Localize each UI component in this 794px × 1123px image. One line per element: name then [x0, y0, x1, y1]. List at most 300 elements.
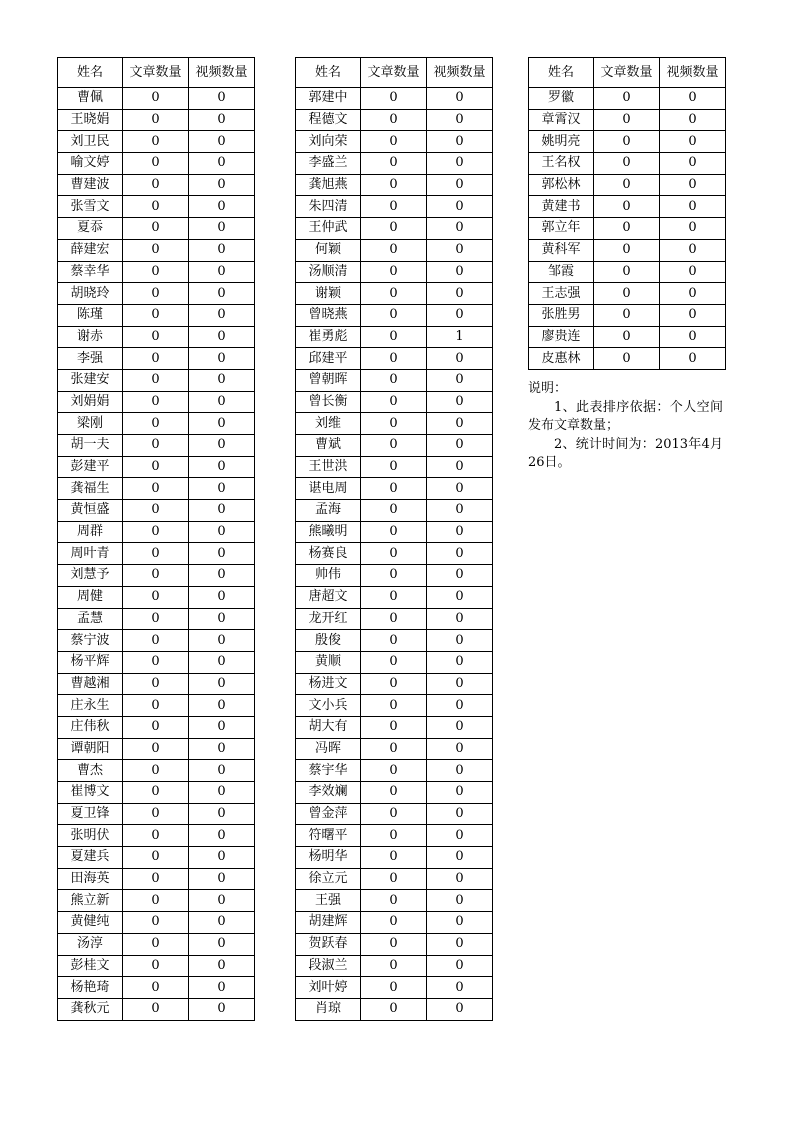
cell-name: 张建安: [58, 369, 123, 391]
cell-name: 谢颖: [296, 283, 361, 305]
table-row: [58, 565, 255, 587]
table-row: [296, 131, 493, 153]
cell-video-count: 0: [427, 738, 493, 760]
cell-video-count: 0: [189, 738, 255, 760]
table-row: [296, 196, 493, 218]
cell-name: 夏卫锋: [58, 803, 123, 825]
table-row: [296, 868, 493, 890]
header-row: [296, 58, 493, 88]
cell-name: 龚旭燕: [296, 174, 361, 196]
cell-name: 郭立年: [529, 218, 594, 240]
cell-name: 章霄汉: [529, 109, 594, 131]
cell-video-count: 0: [427, 174, 493, 196]
cell-name: 夏建兵: [58, 847, 123, 869]
cell-video-count: 0: [427, 500, 493, 522]
cell-video-count: 0: [427, 760, 493, 782]
table-row: [58, 348, 255, 370]
table-row: [296, 825, 493, 847]
cell-video-count: 0: [189, 500, 255, 522]
table-row: [296, 955, 493, 977]
table-row: [529, 88, 726, 110]
cell-article-count: 0: [123, 500, 189, 522]
stats-table-3: [528, 57, 726, 370]
cell-article-count: 0: [123, 825, 189, 847]
cell-article-count: 0: [361, 586, 427, 608]
cell-name: 郭松林: [529, 174, 594, 196]
cell-video-count: 0: [189, 716, 255, 738]
cell-video-count: 0: [189, 153, 255, 175]
cell-name: 田海英: [58, 868, 123, 890]
cell-name: 胡晓玲: [58, 283, 123, 305]
cell-video-count: 0: [427, 565, 493, 587]
cell-video-count: 0: [189, 369, 255, 391]
table-row: [58, 304, 255, 326]
table-row: [529, 218, 726, 240]
table-row: [58, 543, 255, 565]
cell-name: 邱建平: [296, 348, 361, 370]
cell-video-count: 0: [427, 543, 493, 565]
cell-video-count: 0: [427, 283, 493, 305]
cell-article-count: 0: [361, 174, 427, 196]
table-row: [58, 933, 255, 955]
table-row: [58, 912, 255, 934]
table-row: [296, 673, 493, 695]
cell-article-count: 0: [361, 304, 427, 326]
cell-name: 黄科军: [529, 239, 594, 261]
cell-article-count: 0: [361, 738, 427, 760]
table-row: [296, 695, 493, 717]
cell-video-count: 0: [660, 304, 726, 326]
cell-name: 罗徽: [529, 88, 594, 110]
cell-name: 谭朝阳: [58, 738, 123, 760]
table-row: [58, 847, 255, 869]
cell-name: 曾晓燕: [296, 304, 361, 326]
table-row: [529, 196, 726, 218]
cell-video-count: 0: [427, 803, 493, 825]
cell-video-count: 0: [189, 565, 255, 587]
cell-video-count: 0: [189, 326, 255, 348]
cell-video-count: 0: [427, 608, 493, 630]
cell-name: 蔡宇华: [296, 760, 361, 782]
cell-name: 彭桂文: [58, 955, 123, 977]
cell-video-count: 0: [189, 435, 255, 457]
cell-video-count: 0: [427, 261, 493, 283]
cell-video-count: 0: [189, 630, 255, 652]
cell-name: 杨明华: [296, 847, 361, 869]
cell-article-count: 0: [361, 760, 427, 782]
cell-article-count: 0: [123, 88, 189, 110]
cell-article-count: 0: [361, 391, 427, 413]
cell-article-count: 0: [361, 435, 427, 457]
cell-article-count: 0: [123, 543, 189, 565]
table-row: [296, 998, 493, 1020]
cell-name: 薛建宏: [58, 239, 123, 261]
table-row: [58, 88, 255, 110]
cell-article-count: 0: [123, 196, 189, 218]
cell-article-count: 0: [123, 283, 189, 305]
cell-article-count: 0: [123, 304, 189, 326]
cell-article-count: 0: [361, 847, 427, 869]
cell-article-count: 0: [123, 261, 189, 283]
table-row: [296, 413, 493, 435]
cell-video-count: 0: [189, 825, 255, 847]
cell-video-count: 0: [427, 868, 493, 890]
cell-article-count: 0: [361, 131, 427, 153]
cell-article-count: 0: [361, 890, 427, 912]
table-row: [58, 738, 255, 760]
cell-article-count: 0: [123, 695, 189, 717]
table-row: [58, 413, 255, 435]
cell-name: 汤顺清: [296, 261, 361, 283]
cell-name: 夏忝: [58, 218, 123, 240]
table-row: [529, 348, 726, 370]
table-row: [296, 304, 493, 326]
cell-video-count: 0: [427, 782, 493, 804]
cell-video-count: 0: [660, 174, 726, 196]
cell-video-count: 0: [427, 695, 493, 717]
cell-name: 李效斓: [296, 782, 361, 804]
table-row: [529, 239, 726, 261]
cell-article-count: 0: [361, 630, 427, 652]
cell-video-count: 0: [189, 88, 255, 110]
header-articles: 文章数量: [123, 58, 189, 88]
cell-video-count: 0: [189, 456, 255, 478]
cell-video-count: 0: [189, 803, 255, 825]
cell-video-count: 0: [660, 153, 726, 175]
table-row: [529, 261, 726, 283]
table-row: [58, 283, 255, 305]
table-row: [296, 326, 493, 348]
cell-name: 曾金萍: [296, 803, 361, 825]
header-name: 姓名: [58, 58, 123, 88]
cell-video-count: 0: [660, 218, 726, 240]
table-row: [529, 109, 726, 131]
cell-article-count: 0: [594, 326, 660, 348]
cell-article-count: 0: [123, 738, 189, 760]
table-row: [58, 868, 255, 890]
cell-name: 谢赤: [58, 326, 123, 348]
cell-name: 刘娟娟: [58, 391, 123, 413]
cell-article-count: 0: [123, 608, 189, 630]
cell-article-count: 0: [594, 174, 660, 196]
cell-name: 廖贵连: [529, 326, 594, 348]
cell-article-count: 0: [361, 803, 427, 825]
cell-article-count: 0: [361, 782, 427, 804]
cell-article-count: 0: [361, 88, 427, 110]
cell-video-count: 0: [660, 88, 726, 110]
cell-video-count: 0: [427, 435, 493, 457]
table-row: [296, 109, 493, 131]
cell-video-count: 0: [427, 977, 493, 999]
cell-name: 曾朝晖: [296, 369, 361, 391]
cell-video-count: 0: [189, 348, 255, 370]
cell-video-count: 0: [189, 782, 255, 804]
cell-article-count: 0: [361, 413, 427, 435]
cell-article-count: 0: [594, 261, 660, 283]
cell-video-count: 0: [189, 304, 255, 326]
table-row: [296, 912, 493, 934]
cell-article-count: 0: [361, 955, 427, 977]
cell-video-count: 0: [660, 348, 726, 370]
cell-name: 龚福生: [58, 478, 123, 500]
cell-name: 周叶青: [58, 543, 123, 565]
cell-video-count: 0: [189, 261, 255, 283]
table-row: [58, 998, 255, 1020]
table-row: [296, 630, 493, 652]
cell-article-count: 0: [123, 586, 189, 608]
cell-article-count: 0: [594, 109, 660, 131]
cell-video-count: 0: [427, 218, 493, 240]
cell-article-count: 0: [123, 868, 189, 890]
cell-video-count: 0: [189, 890, 255, 912]
table-row: [58, 326, 255, 348]
cell-name: 黄顺: [296, 651, 361, 673]
cell-name: 张胜男: [529, 304, 594, 326]
table-row: [58, 153, 255, 175]
cell-article-count: 0: [361, 825, 427, 847]
cell-name: 刘维: [296, 413, 361, 435]
cell-article-count: 0: [594, 283, 660, 305]
cell-name: 曹建波: [58, 174, 123, 196]
cell-video-count: 0: [427, 413, 493, 435]
cell-video-count: 0: [189, 218, 255, 240]
cell-video-count: 0: [660, 131, 726, 153]
cell-video-count: 0: [427, 348, 493, 370]
table-row: [296, 218, 493, 240]
cell-video-count: 0: [427, 369, 493, 391]
cell-video-count: 0: [427, 955, 493, 977]
cell-article-count: 0: [361, 998, 427, 1020]
stats-table-1: [57, 57, 255, 1021]
cell-name: 刘向荣: [296, 131, 361, 153]
cell-name: 汤淳: [58, 933, 123, 955]
cell-article-count: 0: [123, 435, 189, 457]
cell-video-count: 0: [660, 283, 726, 305]
table-row: [296, 500, 493, 522]
cell-video-count: 0: [189, 391, 255, 413]
table-row: [296, 283, 493, 305]
cell-name: 符曙平: [296, 825, 361, 847]
cell-video-count: 0: [189, 478, 255, 500]
header-videos: 视频数量: [189, 58, 255, 88]
table-row: [58, 369, 255, 391]
cell-name: 孟慧: [58, 608, 123, 630]
cell-article-count: 0: [361, 456, 427, 478]
table-row: [296, 738, 493, 760]
table-row: [58, 673, 255, 695]
cell-video-count: 0: [427, 673, 493, 695]
table-row: [296, 261, 493, 283]
cell-video-count: 0: [427, 239, 493, 261]
cell-name: 曹斌: [296, 435, 361, 457]
cell-name: 谌电周: [296, 478, 361, 500]
cell-name: 姚明亮: [529, 131, 594, 153]
cell-name: 周健: [58, 586, 123, 608]
cell-name: 杨平辉: [58, 651, 123, 673]
cell-article-count: 0: [123, 803, 189, 825]
table-row: [296, 239, 493, 261]
cell-video-count: 0: [189, 868, 255, 890]
table-row: [296, 586, 493, 608]
table-row: [296, 478, 493, 500]
cell-name: 邹霞: [529, 261, 594, 283]
header-articles: 文章数量: [594, 58, 660, 88]
table-row: [296, 174, 493, 196]
table-row: [296, 88, 493, 110]
cell-name: 冯晖: [296, 738, 361, 760]
cell-name: 段淑兰: [296, 955, 361, 977]
cell-article-count: 0: [594, 153, 660, 175]
cell-article-count: 0: [123, 456, 189, 478]
cell-name: 刘慧予: [58, 565, 123, 587]
cell-article-count: 0: [123, 651, 189, 673]
cell-video-count: 0: [427, 586, 493, 608]
cell-name: 黄恒盛: [58, 500, 123, 522]
table-row: [529, 153, 726, 175]
cell-article-count: 0: [361, 977, 427, 999]
cell-article-count: 0: [594, 218, 660, 240]
cell-name: 喻文婷: [58, 153, 123, 175]
cell-name: 陈瑾: [58, 304, 123, 326]
cell-name: 王晓娟: [58, 109, 123, 131]
table-row: [296, 977, 493, 999]
cell-video-count: 0: [427, 131, 493, 153]
header-name: 姓名: [529, 58, 594, 88]
cell-article-count: 0: [361, 521, 427, 543]
cell-name: 曾长衡: [296, 391, 361, 413]
cell-name: 庄永生: [58, 695, 123, 717]
cell-name: 程德文: [296, 109, 361, 131]
cell-article-count: 0: [361, 716, 427, 738]
cell-video-count: 0: [427, 630, 493, 652]
cell-article-count: 0: [123, 565, 189, 587]
table-row: [58, 586, 255, 608]
cell-article-count: 0: [361, 500, 427, 522]
cell-video-count: 0: [427, 153, 493, 175]
cell-video-count: 0: [189, 283, 255, 305]
cell-article-count: 0: [123, 912, 189, 934]
cell-article-count: 0: [123, 109, 189, 131]
cell-article-count: 0: [594, 131, 660, 153]
cell-video-count: 0: [189, 998, 255, 1020]
cell-name: 龙开红: [296, 608, 361, 630]
cell-video-count: 0: [189, 760, 255, 782]
cell-article-count: 0: [361, 912, 427, 934]
cell-video-count: 0: [427, 109, 493, 131]
stats-table-2: [295, 57, 493, 1021]
cell-article-count: 0: [123, 521, 189, 543]
header-videos: 视频数量: [427, 58, 493, 88]
cell-name: 黄建书: [529, 196, 594, 218]
cell-video-count: 0: [189, 847, 255, 869]
cell-name: 杨进文: [296, 673, 361, 695]
cell-video-count: 0: [427, 478, 493, 500]
cell-article-count: 0: [361, 933, 427, 955]
cell-name: 王名权: [529, 153, 594, 175]
table-row: [58, 760, 255, 782]
cell-article-count: 0: [361, 651, 427, 673]
table-row: [296, 933, 493, 955]
cell-article-count: 0: [123, 933, 189, 955]
cell-article-count: 0: [594, 196, 660, 218]
cell-name: 王强: [296, 890, 361, 912]
cell-article-count: 0: [361, 261, 427, 283]
table-row: [296, 782, 493, 804]
table-row: [296, 716, 493, 738]
table-row: [58, 521, 255, 543]
cell-name: 蔡幸华: [58, 261, 123, 283]
cell-name: 李盛兰: [296, 153, 361, 175]
table-row: [58, 500, 255, 522]
cell-article-count: 0: [123, 890, 189, 912]
cell-name: 唐超文: [296, 586, 361, 608]
cell-article-count: 0: [594, 348, 660, 370]
cell-name: 徐立元: [296, 868, 361, 890]
table-row: [58, 825, 255, 847]
cell-article-count: 0: [361, 673, 427, 695]
cell-name: 杨赛良: [296, 543, 361, 565]
table-row: [58, 239, 255, 261]
cell-article-count: 0: [361, 109, 427, 131]
cell-article-count: 0: [123, 174, 189, 196]
cell-video-count: 0: [427, 391, 493, 413]
cell-name: 蔡宁波: [58, 630, 123, 652]
table-row: [529, 174, 726, 196]
cell-video-count: 1: [427, 326, 493, 348]
cell-article-count: 0: [594, 88, 660, 110]
cell-video-count: 0: [427, 651, 493, 673]
cell-article-count: 0: [361, 283, 427, 305]
table-row: [529, 131, 726, 153]
table-row: [296, 456, 493, 478]
cell-name: 殷俊: [296, 630, 361, 652]
table-row: [58, 435, 255, 457]
table-row: [296, 521, 493, 543]
cell-video-count: 0: [189, 196, 255, 218]
cell-video-count: 0: [189, 543, 255, 565]
cell-article-count: 0: [361, 218, 427, 240]
table-row: [58, 478, 255, 500]
cell-name: 帅伟: [296, 565, 361, 587]
cell-video-count: 0: [189, 239, 255, 261]
cell-name: 胡大有: [296, 716, 361, 738]
cell-name: 梁刚: [58, 413, 123, 435]
table-row: [296, 391, 493, 413]
table-row: [58, 391, 255, 413]
cell-video-count: 0: [427, 912, 493, 934]
table-row: [296, 760, 493, 782]
cell-name: 李强: [58, 348, 123, 370]
cell-article-count: 0: [123, 977, 189, 999]
cell-name: 曹杰: [58, 760, 123, 782]
cell-name: 郭建中: [296, 88, 361, 110]
cell-video-count: 0: [189, 608, 255, 630]
cell-name: 何颖: [296, 239, 361, 261]
table-row: [58, 955, 255, 977]
cell-article-count: 0: [123, 955, 189, 977]
cell-name: 曹越湘: [58, 673, 123, 695]
cell-video-count: 0: [427, 88, 493, 110]
cell-article-count: 0: [361, 348, 427, 370]
cell-name: 皮惠林: [529, 348, 594, 370]
notes-block: [528, 380, 723, 473]
cell-video-count: 0: [427, 716, 493, 738]
cell-article-count: 0: [123, 478, 189, 500]
cell-name: 张雪文: [58, 196, 123, 218]
table-row: [58, 890, 255, 912]
cell-video-count: 0: [427, 521, 493, 543]
cell-article-count: 0: [361, 326, 427, 348]
